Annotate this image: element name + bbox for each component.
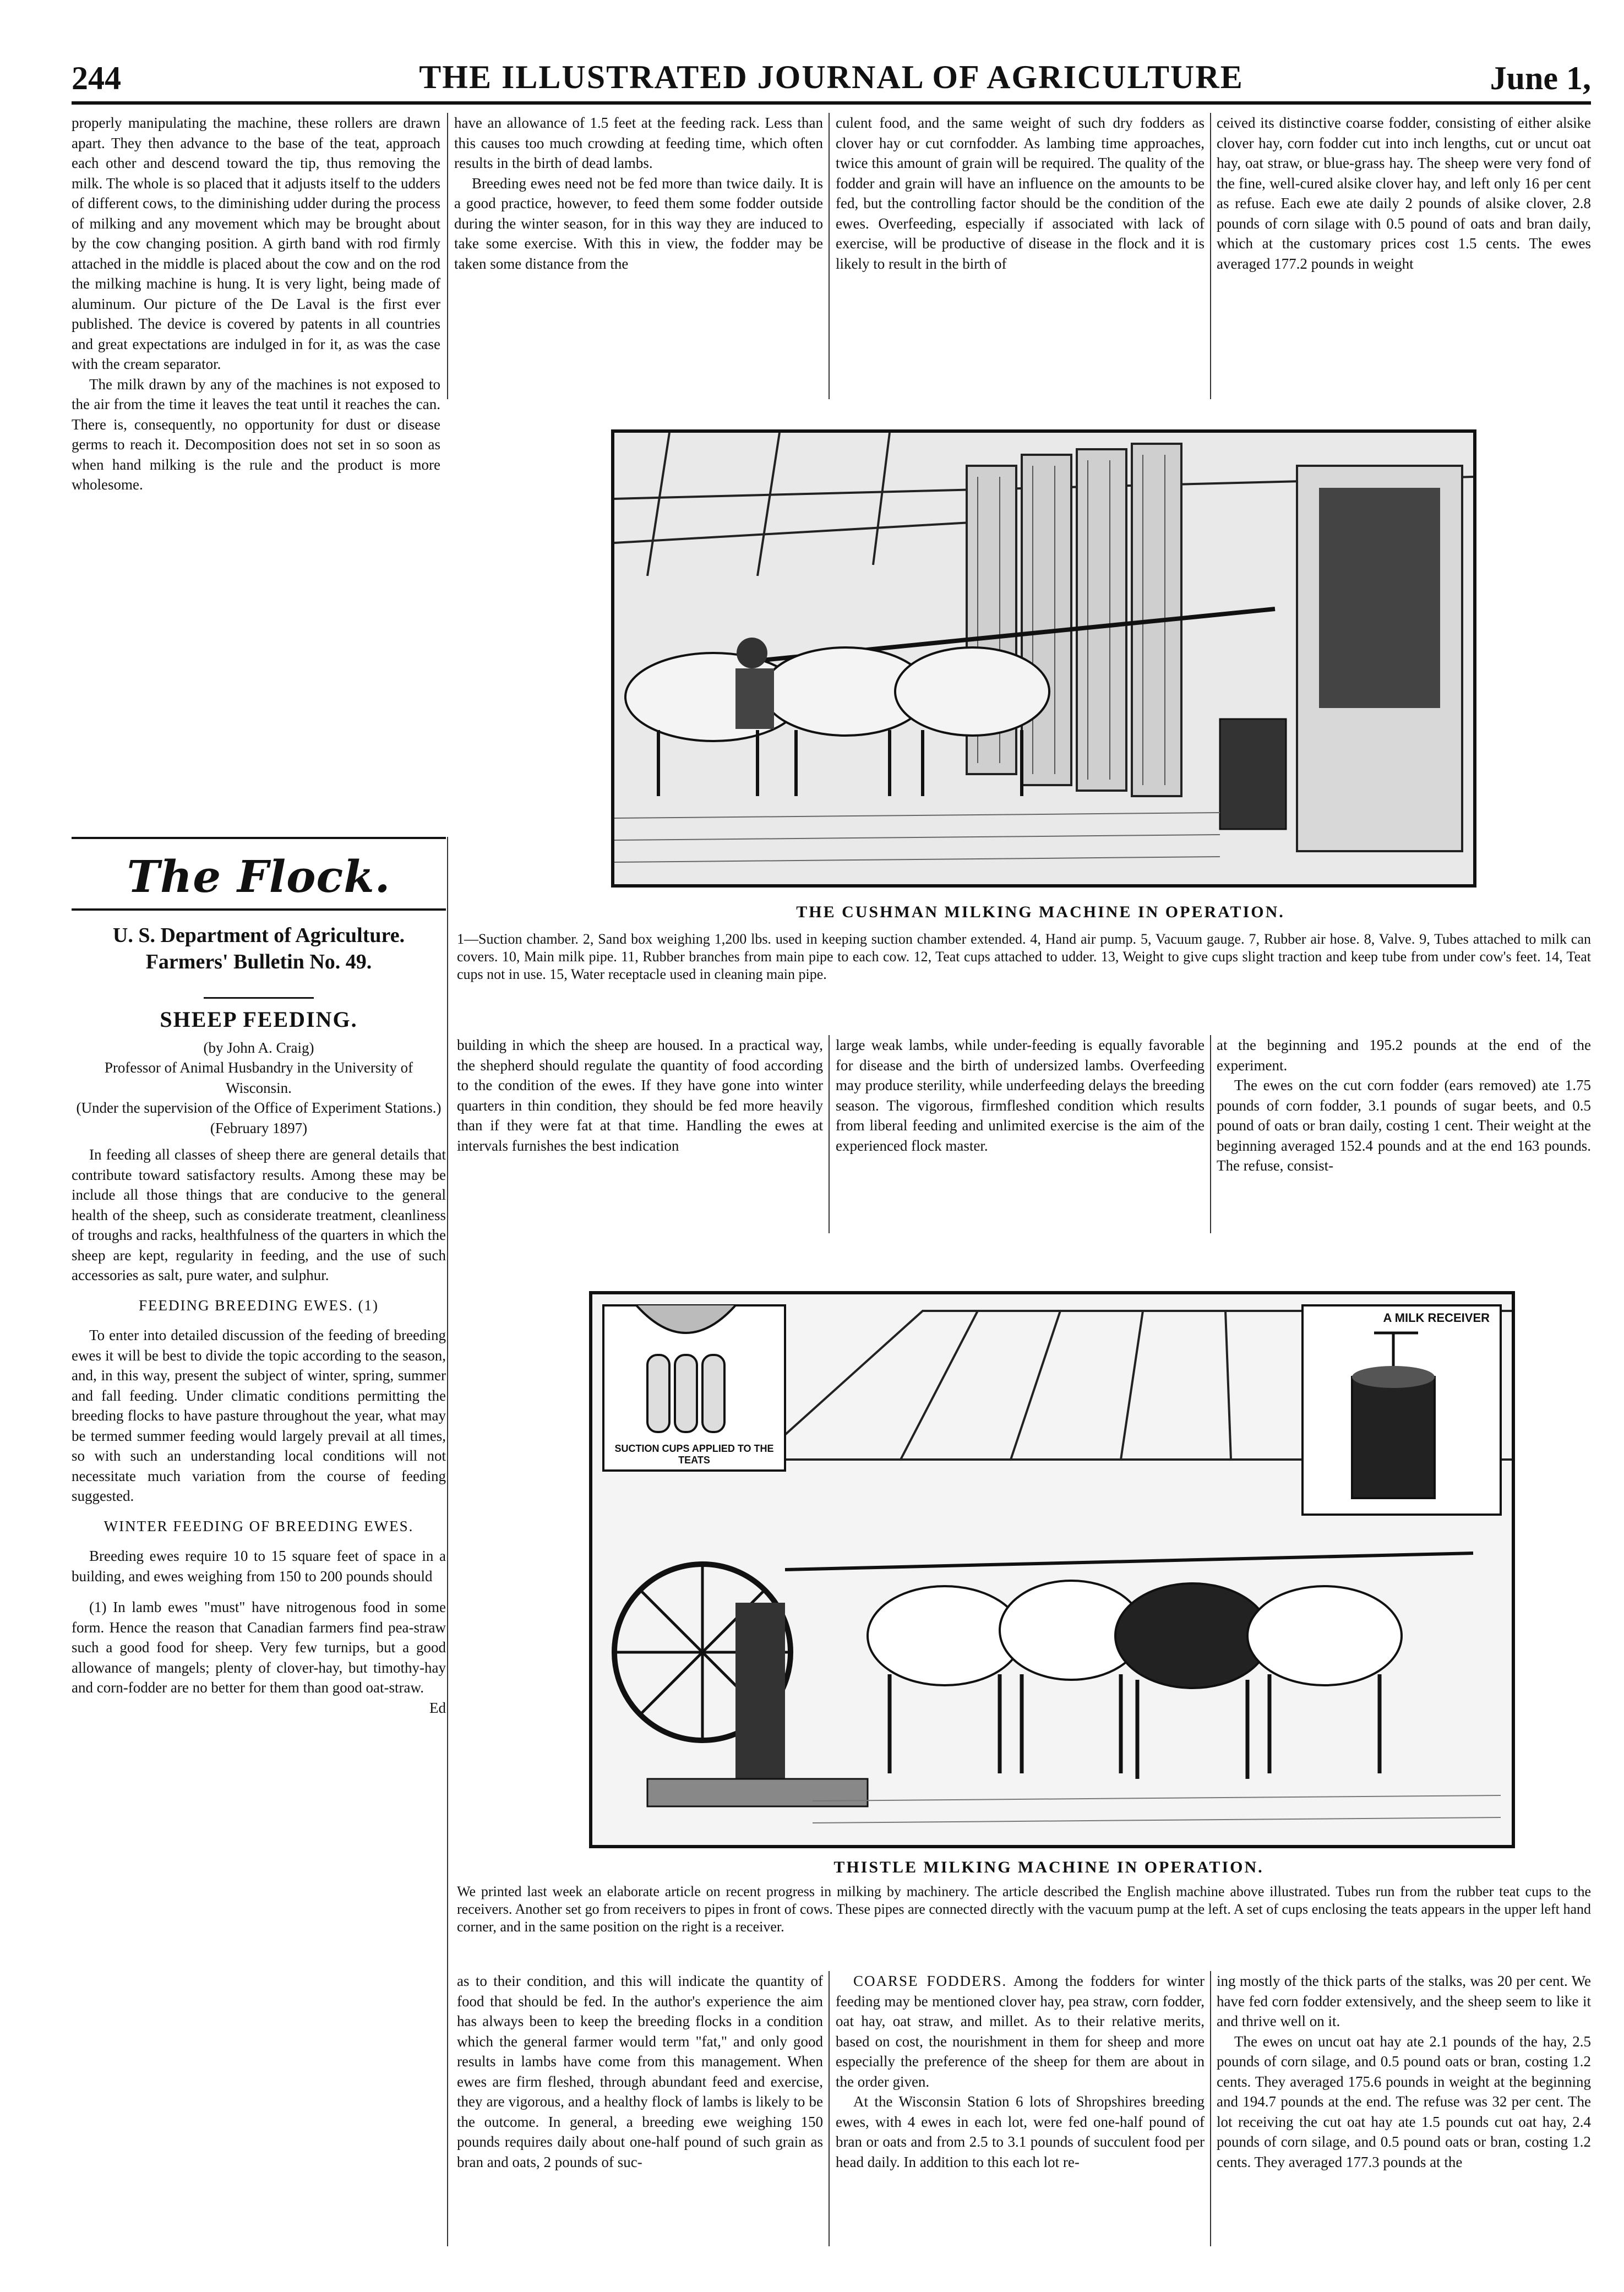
bulletin-heading: U. S. Department of Agriculture. [112,924,405,947]
section-title-the-flock: The Flock. [127,851,391,902]
section-rule [72,837,446,839]
paragraph: Among the fodders for winter feeding may be mentioned clover hay, pea straw, corn fodder, oat hay, oat straw, and millet. As to their relative merits, based on cost, the nourishment in them for sheep and more especially the preference of the sheep for them are about in the order given. [836,1973,1205,2090]
paragraph: ceived its distinctive coarse fodder, consisting of either alsike clover hay, corn fodder cut into inch lengths, cut or uncut oat hay, oat straw, or blue-grass hay. The sheep were very fond of the fine, well-cured alsike clover hay, and left only 16 per cent as refuse. Each ewe ate daily 2 pounds of alsike clover, 2.8 pounds of corn silage with 0.5 pound of oats and bran daily, which at the customary prices cost 1.5 cents. The ewes averaged 177.2 pounds in weight [1217,115,1591,272]
subheading-coarse-fodders: COARSE FODDERS. [853,1973,1007,1989]
column-rule [1210,1035,1211,1233]
supervision-note: (Under the supervision of the Office of Experiment Stations.) [76,1099,442,1116]
thistle-milking-machine-illustration [589,1291,1515,1848]
paragraph: culent food, and the same weight of such dry fodders as clover hay or cut cornfodder. As lambing time approaches, twice this amount of grain will be required. The quality of the fodder and grain will have an influence on the amounts to be fed, but the controlling factor should be the condition of the ewes. Overfeeding, especially if associated with lack of exercise, will be productive of disease in the flock and it is likely to result in the birth of [836,115,1205,272]
page-number: 244 [72,60,121,96]
signature: Ed [429,1699,446,1716]
byline: (by John A. Craig) [203,1039,314,1056]
page-header [72,55,1591,105]
article-column-2-bottom [457,1971,823,2246]
bulletin-number: Farmers' Bulletin No. 49. [145,950,372,973]
figure-caption: THE CUSHMAN MILKING MACHINE IN OPERATION. [796,903,1285,921]
section-rule [72,908,446,911]
column-rule [1210,1971,1211,2246]
paragraph: The milk drawn by any of the machines is not exposed to the air from the time it leaves the teat until it reaches the can. There is, consequently, no opportunity for dust or disease germs to reach it. Decomposition does not set in so soon as when hand milking is the rule and the product is more wholesome. [72,375,440,493]
article-column-4-top [1217,113,1591,396]
article-title: SHEEP FEEDING. [160,1007,358,1032]
paragraph: The ewes on the cut corn fodder (ears removed) ate 1.75 pounds of corn fodder, 3.1 pounds of sugar beets, and 0.5 pound of oats or bran daily, costing 1 cent. Their weight at the beginning averaged 152.4 pounds and at the end 163 pounds. The refuse, consist- [1217,1077,1591,1174]
divider [204,997,314,999]
column-rule [447,837,448,2246]
column-rule [447,113,448,399]
paragraph: large weak lambs, while under-feeding is equally favorable for disease and the birth of undersized lambs. Overfeeding may produce sterility, while underfeeding delays the breeding season. The vigorous, firmfleshed condition which results from liberal feeding and unlimited exercise is the aim of the experienced flock master. [836,1037,1205,1154]
thistle-engraving [592,1294,1512,1845]
paragraph: at the beginning and 195.2 pounds at the end of the experiment. [1217,1037,1591,1074]
paragraph: To enter into detailed discussion of the feeding of breeding ewes it will be best to divide the topic according to the season, and, in this way, present the subject of winter, spring, summer and fall feeding. Under climatic conditions permitting the breeding flocks to have pasture throughout the year, what may be termed summer feeding would largely prevail at all times, so with such an understanding local conditions will not necessitate much variation from the course of feeding suggested. [72,1327,446,1504]
issue-date: June 1, [1490,60,1591,96]
paragraph: The ewes on uncut oat hay ate 2.1 pounds of the hay, 2.5 pounds of corn silage, and 0.5 pound oats or bran, costing 1.2 cents. They averaged 175.6 pounds in weight at the beginning and 194.7 pounds at the end. The refuse was 32 per cent. The lot receiving the cut oat hay ate 1.5 pounds cut oat hay, 2.4 pounds of corn silage, and 0.5 pound oats or bran, costing 1.2 cents. They averaged 177.3 pounds at the [1217,2033,1591,2170]
column-rule [829,1035,830,1233]
figure-caption: THISTLE MILKING MACHINE IN OPERATION. [833,1858,1264,1876]
subheading: WINTER FEEDING OF BREEDING EWES. [103,1517,414,1534]
article-column-2-middle [457,1035,823,1233]
article-column-3-top [836,113,1205,396]
paragraph: properly manipulating the machine, these rollers are drawn apart. They then advance to the base of the teat, approach each other and descend toward the tip, thus removing the milk. The whole is so placed that it adjusts itself to the udders of different cows, to the diminishing udder during the process of milking and any movement which may be brought about by the cow changing position. A girth band with rod firmly attached in the middle is placed about the cow and on the rod the milking machine is hung. It is very light, being made of aluminum. Our picture of the De Laval is the first ever published. The device is covered by patents in all countries and great expectations are indulged in for it, as was the case with the cream separator. [72,115,440,372]
journal-title: THE ILLUSTRATED JOURNAL OF AGRICULTURE [419,59,1244,95]
article-column-1-top [72,113,440,848]
paragraph: Breeding ewes require 10 to 15 square feet of space in a building, and ewes weighing from 150 to 200 pounds should [72,1548,446,1585]
paragraph: Breeding ewes need not be fed more than twice daily. It is a good practice, however, to feed them some fodder outside during the winter season, for in this way they are induced to take some exercise. With this in view, the fodder may be taken some distance from the [454,175,823,272]
inset-label-receiver: A MILK RECEIVER [1383,1311,1490,1325]
column-rule [829,113,830,399]
figure-legend: 1—Suction chamber. 2, Sand box weighing 1,200 lbs. used in keeping suction chamber extended. 4, Hand air pump. 5, Vacuum gauge. 7, Rubber air hose. 8, Valve. 9, Tubes attached to milk can covers. 10, Main milk pipe. 11, Rubber branches from main pipe to each cow. 12, Teat cups attached to udder. 13, Weight to give cups slight traction and keep tube from under cow's feet. 14, Teat cups not in use. 15, Water receptacle used in cleaning main pipe. [457,931,1591,982]
paragraph: building in which the sheep are housed. In a practical way, the shepherd should regulate the quantity of food according to the condition of the ewes. If they have gone into winter quarters in thin condition, they should be fed more heavily than if they were fat at that time. Handling the ewes at intervals furnishes the best indication [457,1037,823,1154]
paragraph: have an allowance of 1.5 feet at the feeding rack. Less than this causes too much crowding at feeding time, which often results in the birth of dead lambs. [454,115,823,171]
footnote: (1) In lamb ewes "must" have nitrogenous food in some form. Hence the reason that Canadian farmers find pea-straw such a good food for sheep. Very few turnips, but a good allowance of mangels; plenty of clover-hay, but timothy-hay and corn-fodder are no better for them than good oat-straw. [72,1599,446,1696]
paragraph: as to their condition, and this will indicate the quantity of food that should be fed. In the author's experience the aim has always been to keep the breeding flocks in a condition which the general farmer would term "fat," and only good results in lambs have come from this management. When ewes are firm fleshed, through abundant feed and exercise, they are vigorous, and a healthy flock of lambs is likely to be the outcome. In general, a breeding ewe weighing 150 pounds requires daily about one-half pound of such grain as bran and oats, 2 pounds of suc- [457,1973,823,2170]
cushman-milking-machine-illustration [611,429,1476,888]
paragraph: At the Wisconsin Station 6 lots of Shropshires breeding ewes, with 4 ewes in each lot, were fed one-half pound of bran or oats and from 2.5 to 3.1 pounds of succulent food per head daily. In addition to this each lot re- [836,2093,1205,2170]
publication-date: (February 1897) [210,1119,308,1136]
article-column-3-middle [836,1035,1205,1233]
article-column-1-left [72,922,446,2244]
subheading: FEEDING BREEDING EWES. (1) [139,1297,379,1314]
article-column-4-bottom [1217,1971,1591,2246]
article-column-4-middle [1217,1035,1591,1233]
article-column-3-bottom [836,1971,1205,2246]
article-column-2-top [454,113,823,396]
paragraph: In feeding all classes of sheep there are general details that contribute toward satisfactory results. Among these may be include all those things that are conducive to the general health of the sheep, such as considerate treatment, cleanliness of troughs and racks, healthfulness of the quarters in which the sheep are kept, regularity in feeding, and the use of such accessories as salt, pure water, and sulphur. [72,1146,446,1283]
figure-legend: We printed last week an elaborate article on recent progress in milking by machinery. The article described the English machine above illustrated. Tubes run from the rubber teat cups to the receivers. Another set go from receivers to pipes in front of cows. These pipes are connected directly with the vacuum pump at the left. A set of cups enclosing the teats appears in the upper left hand corner, and in the same position on the right is a receiver. [457,1883,1591,1935]
inset-label-cups: SUCTION CUPS APPLIED TO THE TEATS [614,1443,774,1466]
column-rule [829,1971,830,2246]
barn-engraving [614,433,1473,884]
column-rule [1210,113,1211,399]
paragraph: ing mostly of the thick parts of the stalks, was 20 per cent. We have fed corn fodder extensively, and the sheep seem to like it and thrive well on it. [1217,1973,1591,2029]
author-affiliation: Professor of Animal Husbandry in the University of Wisconsin. [104,1059,413,1096]
